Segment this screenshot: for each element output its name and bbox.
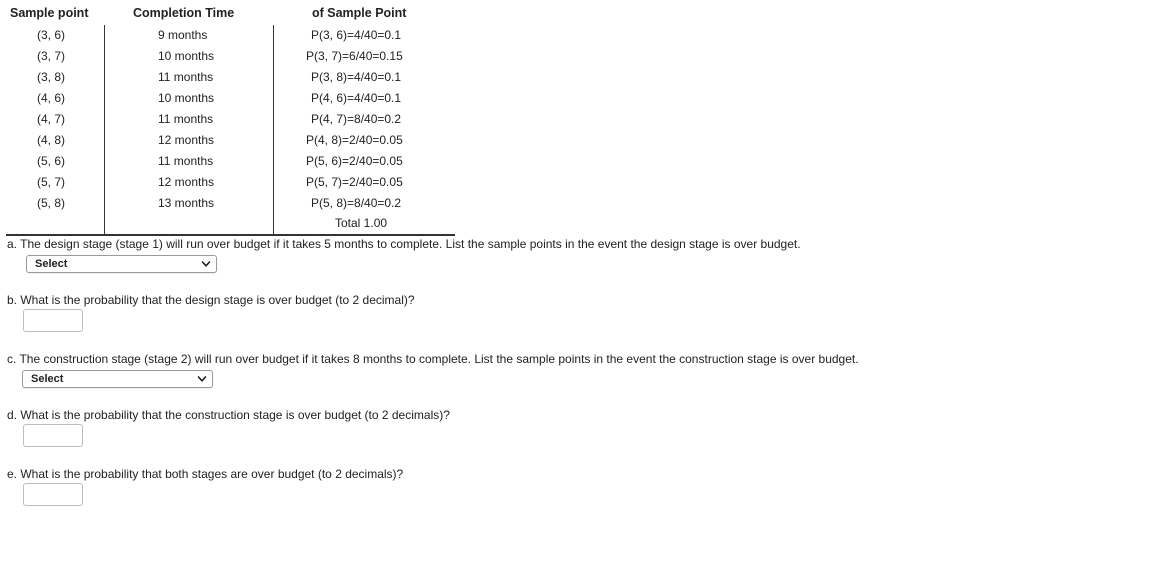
table-row-time: 11 months	[158, 112, 214, 126]
table-row-sample: (5, 6)	[37, 154, 66, 168]
question-a-select[interactable]	[26, 255, 217, 273]
question-e-answer-input[interactable]	[23, 483, 83, 506]
header-probability: of Sample Point	[312, 6, 407, 20]
table-row-prob: P(5, 8)=8/40=0.2	[311, 196, 402, 210]
header-sample-point: Sample point	[10, 6, 89, 20]
table-row-sample: (4, 6)	[37, 91, 66, 105]
table-row-sample: (3, 6)	[37, 28, 66, 42]
table-row-prob: P(3, 8)=4/40=0.1	[311, 70, 402, 84]
table-total: Total 1.00	[335, 216, 388, 230]
question-a-select-value: Select	[35, 258, 68, 270]
table-row-prob: P(3, 7)=6/40=0.15	[306, 49, 403, 63]
table-row-time: 10 months	[158, 91, 215, 105]
table-row-prob: P(3, 6)=4/40=0.1	[311, 28, 402, 42]
table-row-prob: P(4, 8)=2/40=0.05	[306, 133, 403, 147]
table-row-time: 11 months	[158, 154, 214, 168]
table-row-prob: P(5, 7)=2/40=0.05	[306, 175, 403, 189]
table-row-time: 10 months	[158, 49, 215, 63]
question-b-text: b. What is the probability that the design stage is over budget (to 2 decimal)?	[7, 293, 415, 307]
table-row-time: 12 months	[158, 133, 215, 147]
chevron-down-icon	[201, 259, 211, 269]
table-row-prob: P(5, 6)=2/40=0.05	[306, 154, 403, 168]
table-row-sample: (5, 8)	[37, 196, 66, 210]
table-bottom-rule	[6, 234, 455, 236]
question-a-text: a. The design stage (stage 1) will run over budget if it takes 5 months to complete. List the sample points in the event the design stage is over budget.	[7, 237, 801, 251]
table-row-prob: P(4, 6)=4/40=0.1	[311, 91, 402, 105]
question-d-answer-input[interactable]	[23, 424, 83, 447]
table-row-sample: (3, 8)	[37, 70, 66, 84]
question-e-text: e. What is the probability that both stages are over budget (to 2 decimals)?	[7, 467, 404, 481]
table-divider-1	[104, 25, 105, 235]
question-c-text: c. The construction stage (stage 2) will run over budget if it takes 8 months to complete. List the sample points in the event the construction stage is over budget.	[7, 352, 859, 366]
chevron-down-icon	[197, 374, 207, 384]
question-b-answer-input[interactable]	[23, 309, 83, 332]
table-row-time: 13 months	[158, 196, 215, 210]
header-completion-time: Completion Time	[133, 6, 235, 20]
question-c-select-value: Select	[31, 373, 64, 385]
table-row-time: 12 months	[158, 175, 215, 189]
question-c-select[interactable]	[22, 370, 213, 388]
table-row-sample: (4, 7)	[37, 112, 66, 126]
question-d-text: d. What is the probability that the construction stage is over budget (to 2 decimals)?	[7, 408, 450, 422]
table-divider-2	[273, 25, 274, 235]
table-row-prob: P(4, 7)=8/40=0.2	[311, 112, 402, 126]
table-row-sample: (4, 8)	[37, 133, 66, 147]
table-row-sample: (3, 7)	[37, 49, 66, 63]
table-row-time: 11 months	[158, 70, 214, 84]
table-row-time: 9 months	[158, 28, 208, 42]
table-row-sample: (5, 7)	[37, 175, 66, 189]
